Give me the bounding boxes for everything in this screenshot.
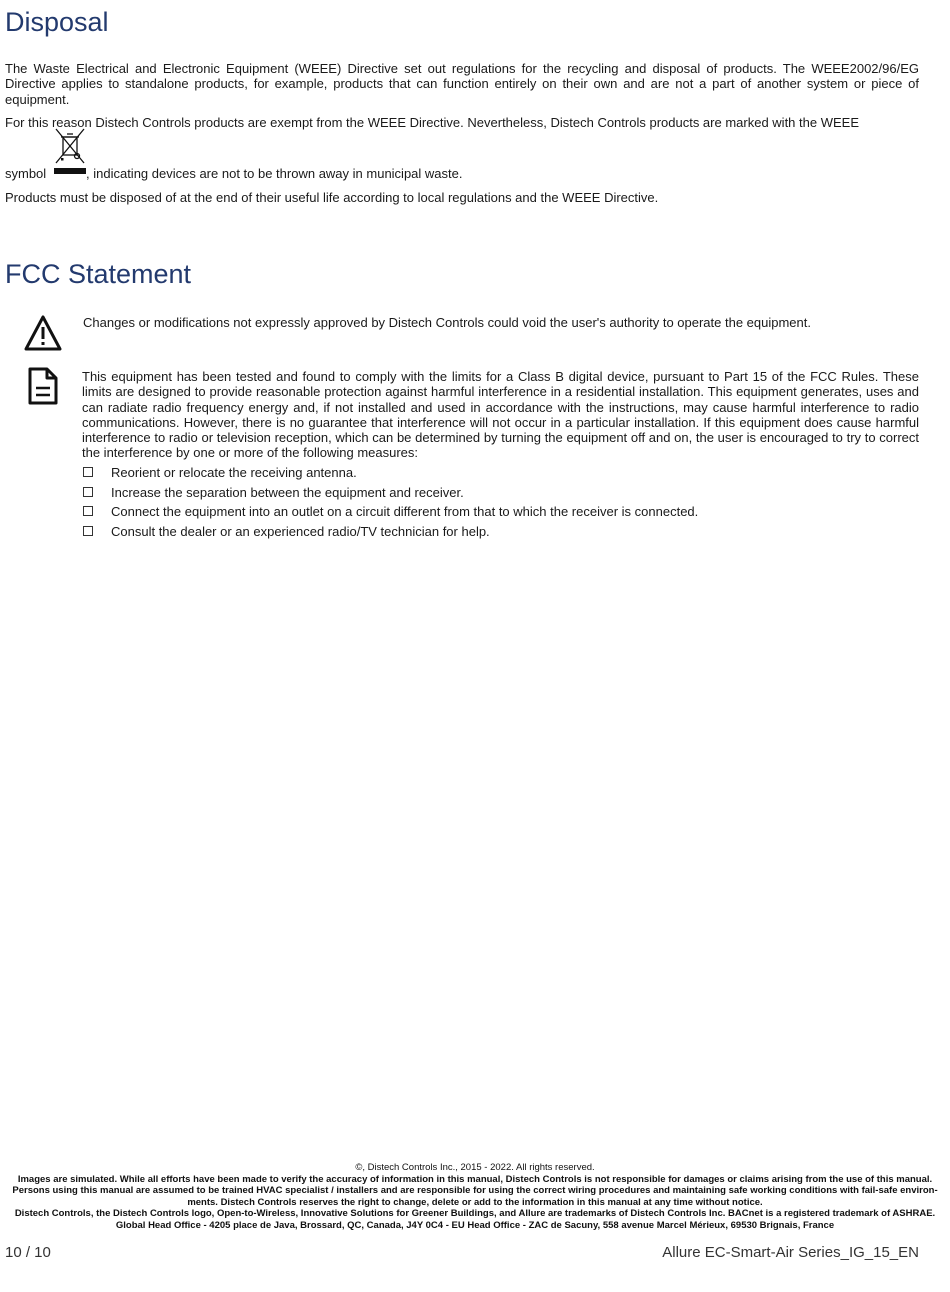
weee-symbol-prefix: symbol [5,166,47,181]
checkbox-icon [83,526,93,536]
weee-symbol-line [5,125,919,185]
weee-bin-icon [52,125,88,181]
fcc-heading: FCC Statement [5,259,192,289]
footer-line: Global Head Office - 4205 place de Java, Brossard, QC, Canada, J4Y 0C4 - EU Head Office - ZAC de Sacuny, 558 avenue Marcel Mérieux, 69530 Brignais, France [115,1219,835,1231]
footer-legal [0,1162,950,1231]
page-number: 10 / 10 [5,1244,51,1261]
document-note-icon [27,366,59,406]
footer-line: ments. Distech Controls reserves the right to change, delete or add to the information in this manual at any time without notice. [187,1196,763,1208]
footer-line: Distech Controls, the Distech Controls logo, Open-to-Wireless, Innovative Solutions for Greener Buildings, and Allure are trademarks of Distech Controls Inc. BACnet is a registered trademark of ASHRAE. [14,1208,936,1219]
measure-text: Consult the dealer or an experienced radio/TV technician for help. [111,524,490,540]
document-id: Allure EC-Smart-Air Series_IG_15_EN [662,1244,919,1261]
disposal-paragraph-2: For this reason Distech Controls products are exempt from the WEEE Directive. Nevertheless, Distech Controls products are marked with the WEEE [5,115,859,130]
footer-line: Persons using this manual are assumed to be trained HVAC specialist / installers and are responsible for using the correct wiring procedures and maintaining safe working conditions with fail-safe environ- [12,1185,938,1196]
measure-text: Increase the separation between the equipment and receiver. [111,484,464,500]
measure-text: Reorient or relocate the receiving antenna. [111,465,357,480]
measure-text: Connect the equipment into an outlet on a circuit different from that to which the receiver is connected. [111,504,699,520]
list-item [83,524,919,544]
fcc-measures-list [83,465,919,544]
list-item [83,465,919,485]
footer-copyright: ©, Distech Controls Inc., 2015 - 2022. All rights reserved. [355,1162,595,1173]
list-item [83,485,919,505]
footer-line: Images are simulated. While all efforts have been made to verify the accuracy of information in this manual, Distech Controls is not responsible for damages or claims arising from the use of this manual. [17,1173,933,1185]
fcc-warning-text: Changes or modifications not expressly approved by Distech Controls could void the user's authority to operate the equipment. [83,315,811,330]
disposal-paragraph-3: Products must be disposed of at the end of their useful life according to local regulations and the WEEE Directive. [5,190,659,205]
disposal-heading: Disposal [5,7,109,37]
checkbox-icon [83,506,93,516]
disposal-paragraph-1: The Waste Electrical and Electronic Equipment (WEEE) Directive set out regulations for the recycling and disposal of products. The WEEE2002/96/EG Directive applies to standalone products, for example, products that can function entirely on their own and are not a part of another system or piece of equipment. [5,61,919,107]
fcc-compliance-paragraph: This equipment has been tested and found to comply with the limits for a Class B digital device, pursuant to Part 15 of the FCC Rules. These limits are designed to provide reasonable protection against harmful interference in a residential installation. This equipment generates, uses and can radiate radio frequency energy and, if not installed and used in accordance with the instructions, may cause harmful interference to radio communications. However, there is no guarantee that interference will not occur in a particular installation. If this equipment does cause harmful interference to radio or television reception, which can be determined by turning the equipment off and on, the user is encouraged to try to correct the interference by one or more of the following measures: [82,369,919,461]
checkbox-icon [83,487,93,497]
weee-symbol-suffix: , indicating devices are not to be thrown away in municipal waste. [86,166,463,181]
checkbox-icon [83,467,93,477]
list-item [83,504,919,524]
warning-triangle-icon [23,314,63,352]
